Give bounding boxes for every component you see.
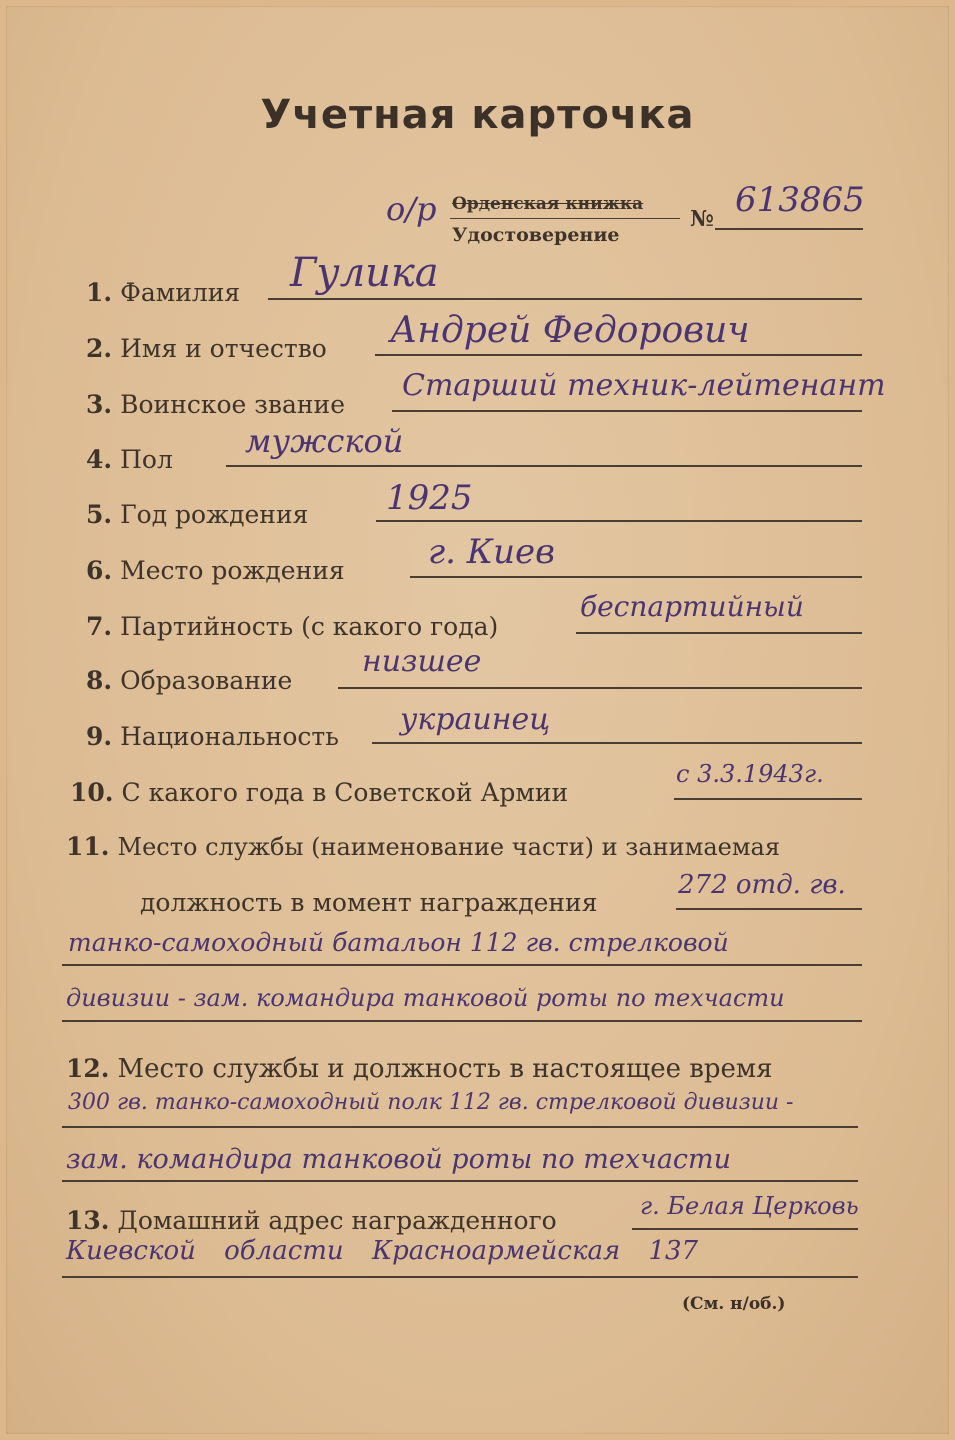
doc-prefix-handwritten: о/р xyxy=(386,190,437,228)
struck-doc-type: Орденская книжка xyxy=(452,194,644,214)
field-line xyxy=(375,354,862,356)
field-line xyxy=(62,1180,858,1182)
field-line xyxy=(268,298,862,300)
field-number: 2. xyxy=(86,334,113,363)
field-value-cont: танко-самоходный батальон 112 гв. стрелковой xyxy=(68,928,729,957)
field-label: Пол xyxy=(120,445,173,474)
field-value: беспартийный xyxy=(580,590,804,623)
field-value: с 3.3.1943г. xyxy=(676,760,824,788)
field-label: Место службы и должность в настоящее время xyxy=(117,1054,773,1084)
field-value-cont: дивизии - зам. командира танковой роты по техчасти xyxy=(66,984,785,1012)
field-label: С какого года в Советской Армии xyxy=(121,778,569,807)
field-value: Гулика xyxy=(290,250,439,296)
field-number: 4. xyxy=(86,445,113,474)
field-line xyxy=(62,1126,858,1128)
field-number: 7. xyxy=(86,612,113,641)
field-value: Андрей Федорович xyxy=(390,310,750,351)
field-number: 9. xyxy=(86,722,113,751)
field-line xyxy=(226,465,862,467)
doc-number: 613865 xyxy=(735,180,865,220)
field-number: 3. xyxy=(86,390,113,419)
doc-type: Удостоверение xyxy=(452,224,620,246)
field-label: Домашний адрес награжденного xyxy=(117,1206,557,1235)
field-value: мужской xyxy=(245,422,404,460)
field-label: Национальность xyxy=(120,722,339,751)
field-line xyxy=(410,576,862,578)
field-label: Место рождения xyxy=(120,556,345,585)
field-line xyxy=(372,742,862,744)
field-number: 13. xyxy=(66,1206,110,1235)
field-number: 12. xyxy=(66,1054,110,1083)
field-line xyxy=(376,520,862,522)
field-number: 11. xyxy=(66,832,110,861)
field-line xyxy=(62,1020,862,1022)
field-label: Год рождения xyxy=(120,500,309,529)
field-value: низшее xyxy=(362,644,482,679)
field-number: 10. xyxy=(70,778,114,807)
card-title: Учетная карточка xyxy=(260,92,695,138)
field-label: Фамилия xyxy=(120,278,241,307)
field-value-cont: зам. командира танковой роты по техчасти xyxy=(66,1144,732,1175)
doc-type-divider xyxy=(450,218,680,219)
field-line xyxy=(676,908,862,910)
field-value: 1925 xyxy=(386,478,473,518)
field-value: г. Белая Церковь xyxy=(640,1192,859,1220)
field-number: 1. xyxy=(86,278,113,307)
field-line xyxy=(338,687,862,689)
field-label: Образование xyxy=(120,666,293,695)
field-line xyxy=(62,1276,858,1278)
field-line xyxy=(576,632,862,634)
field-label: Место службы (наименование части) и занимаемая xyxy=(117,833,780,861)
field-value: Старший техник-лейтенант xyxy=(402,368,886,403)
doc-number-line xyxy=(715,228,863,230)
field-number: 6. xyxy=(86,556,113,585)
field-label: Воинское звание xyxy=(120,390,346,419)
number-sign: № xyxy=(690,206,714,232)
field-value: 272 отд. гв. xyxy=(678,870,846,900)
field-value: г. Киев xyxy=(428,532,555,572)
field-value: 300 гв. танко-самоходный полк 112 гв. стрелковой дивизии - xyxy=(68,1090,794,1115)
field-number: 5. xyxy=(86,500,113,529)
field-line xyxy=(674,798,862,800)
field-value-cont: Киевской области Красноармейская 137 xyxy=(66,1236,699,1266)
field-value: украинец xyxy=(400,702,551,737)
field-line xyxy=(62,964,862,966)
field-label: Имя и отчество xyxy=(120,334,327,363)
field-line xyxy=(632,1228,858,1230)
field-number: 8. xyxy=(86,666,113,695)
field-label: Партийность (с какого года) xyxy=(120,612,499,641)
see-reverse-note: (См. н/об.) xyxy=(682,1294,786,1314)
field-line xyxy=(392,410,862,412)
field-label-cont: должность в момент награждения xyxy=(140,888,598,917)
